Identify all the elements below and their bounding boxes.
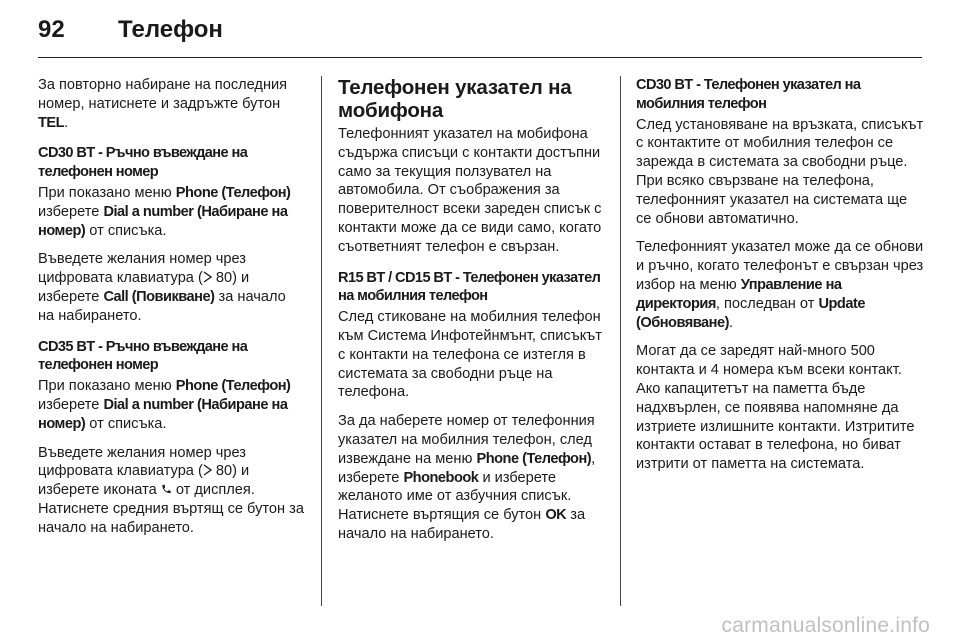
page-title: Телефон <box>118 16 223 43</box>
phonebook-paragraph-3: За да наберете номер от телефонния указател на мобилния телефон, след извеждане на меню Phone (Телефон), изберете Phonebook и изберете желаното име от азбучния списък. Натиснете въртящия се бутон OK за начало на набирането. <box>338 413 596 542</box>
cd30-paragraph-1: При показано меню Phone (Телефон) изберете Dial a number (Набиране на номер) от списъка. <box>38 184 291 239</box>
cd35-paragraph-2: Въведете желания номер чрез цифровата клавиатура ( 80) и изберете иконата от дисплея. Натиснете средния въртящ се бутон за начало на набирането. <box>38 444 304 536</box>
header-divider <box>38 57 922 58</box>
cd35-paragraph-1: При показано меню Phone (Телефон) изберете Dial a number (Набиране на номер) от списъка. <box>38 378 291 432</box>
menu-update: Update (Обновяване) <box>636 295 865 331</box>
cd30-phonebook-heading: CD30 BT - Телефонен указател на мобилния телефон <box>636 77 861 112</box>
cd30-phonebook-paragraph-2: Телефонният указател може да се обнови и ръчно, когато телефонът е свързан чрез избор на меню Управление на директория, последван от Update (Обновяване). <box>636 239 924 331</box>
phonebook-paragraph-2: След стиковане на мобилния телефон към Система Инфотейнмънт, списъкът с контакти на телефона се изтегля в системата за свободни ръце на телефона. <box>338 309 602 401</box>
menu-call: Call (Повикване) <box>103 288 215 305</box>
phone-icon <box>161 483 172 495</box>
watermark: carmanualsonline.info <box>721 614 930 637</box>
cd35-manual-dial-heading: CD35 BT - Ръчно въвеждане на телефонен номер <box>38 338 248 374</box>
ok-key: OK <box>545 507 567 524</box>
menu-phone: Phone (Телефон) <box>476 450 592 467</box>
column-divider-1 <box>321 76 322 606</box>
menu-directory-management: Управление на директория <box>636 276 842 312</box>
menu-phonebook: Phonebook <box>403 469 479 486</box>
phonebook-heading: Телефонен указател на мобифона <box>338 76 572 122</box>
page-reference-icon <box>203 271 212 283</box>
tel-key: TEL <box>38 114 65 131</box>
cd30-paragraph-2: Въведете желания номер чрез цифровата клавиатура ( 80) и изберете Call (Повикване) за начало на набирането. <box>38 251 286 324</box>
page-header <box>38 16 922 56</box>
page-reference-icon <box>203 464 212 476</box>
menu-phone: Phone (Телефон) <box>175 378 291 395</box>
r15-cd15-heading: R15 BT / CD15 BT - Телефонен указател на мобилния телефон <box>338 269 601 305</box>
column-3 <box>636 76 926 484</box>
menu-dial-number: Dial a number (Набиране на номер) <box>38 396 288 432</box>
cd30-phonebook-paragraph-3: Могат да се заредят най-много 500 контакта и 4 номера към всеки контакт. Ако капацитетът на паметта бъде надхвърлен, се появява напомняне да изтриете излишните контакти. Изтритите контакти остават в телефона, но биват изтрити от паметта на системата. <box>636 343 915 473</box>
menu-dial-number: Dial a number (Набиране на номер) <box>38 203 288 239</box>
redial-paragraph: За повторно набиране на последния номер, натиснете и задръжте бутон TEL. <box>38 77 288 131</box>
menu-phone: Phone (Телефон) <box>175 184 291 201</box>
column-2 <box>338 76 604 554</box>
page-number: 92 <box>38 16 65 43</box>
column-divider-2 <box>620 76 621 606</box>
cd30-manual-dial-heading: CD30 BT - Ръчно въвеждане на телефонен номер <box>38 145 248 181</box>
cd30-phonebook-paragraph-1: След установяване на връзката, списъкът с контактите от мобилния телефон се зарежда в системата за свободни ръце. При всяко свързване на телефона, телефонният указател на системата ще се обнови автоматично. <box>636 116 924 227</box>
column-1 <box>38 76 304 548</box>
phonebook-paragraph-1: Телефонният указател на мобифона съдържа списъци с контакти достъпни само за текущия ползувател на автомобила. От съображения за поверителност всеки зареден списък с контакти може да се види само, когато съответният телефон е свързан. <box>338 126 602 255</box>
